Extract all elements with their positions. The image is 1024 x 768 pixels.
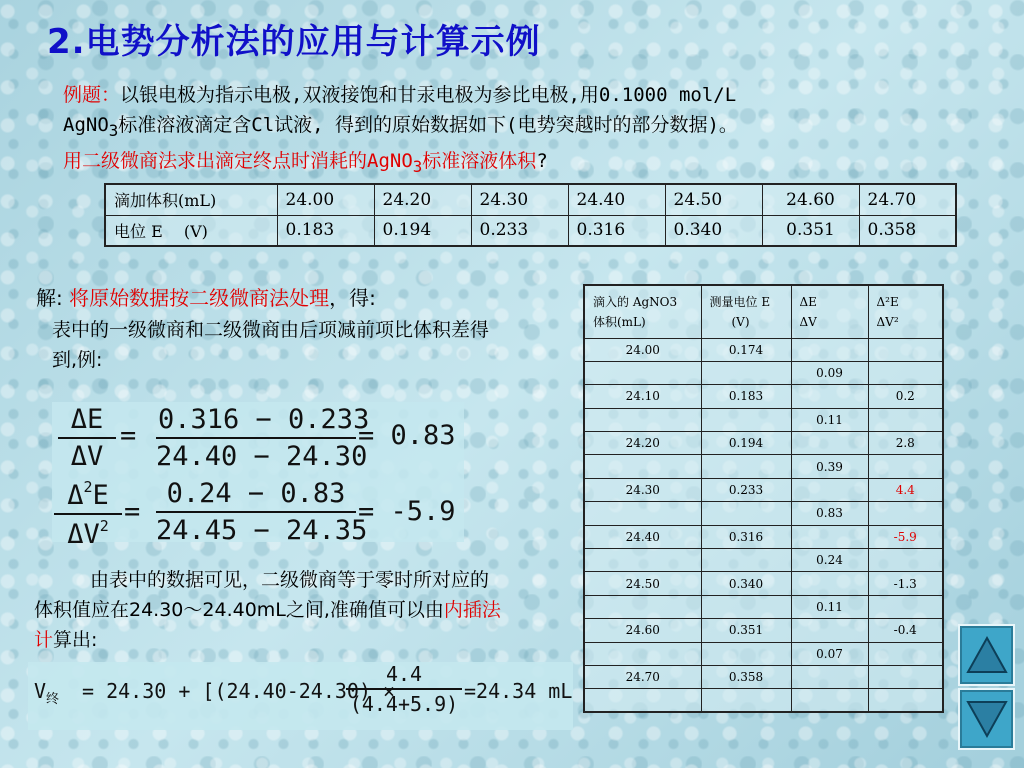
table-cell <box>584 502 701 525</box>
table-cell <box>868 595 943 618</box>
formula2-den: 24.45 − 24.35 <box>156 515 368 546</box>
problem-label: 例题： <box>63 84 121 106</box>
table-cell: 24.30 <box>584 478 701 501</box>
table-cell: 24.40 <box>568 184 665 215</box>
table-row <box>584 665 943 688</box>
problem-line-2a: AgNO <box>63 114 109 136</box>
table-cell <box>701 689 791 712</box>
table-cell: 24.30 <box>471 184 568 215</box>
table-cell <box>791 338 868 361</box>
table-cell: 0.340 <box>701 572 791 595</box>
table-cell: 24.70 <box>584 665 701 688</box>
table-cell <box>791 432 868 455</box>
table-cell <box>701 642 791 665</box>
formula1-lhs <box>58 404 116 472</box>
table-cell <box>791 665 868 688</box>
formula2-equals: = <box>124 496 141 527</box>
solution-heading <box>36 282 376 311</box>
table-row <box>584 595 943 618</box>
derivative-formulas <box>52 402 464 550</box>
table-cell <box>584 361 701 384</box>
table-cell <box>584 549 701 572</box>
table-cell <box>868 455 943 478</box>
table-cell <box>584 642 701 665</box>
table-cell <box>701 595 791 618</box>
table-cell: 24.60 <box>762 184 859 215</box>
table-cell: 24.00 <box>277 184 374 215</box>
table-cell <box>584 689 701 712</box>
problem-line-3b: 标准溶液体积 <box>422 149 537 172</box>
table-cell <box>868 502 943 525</box>
formula1-num: 0.316 − 0.233 <box>156 404 356 439</box>
conclusion-body: 由表中的数据可见，二级微商等于零时所对应的体积值应在24.30～24.40mL之间,准确值可以由 <box>34 569 490 621</box>
table-cell: 24.70 <box>859 184 956 215</box>
table-row <box>584 338 943 361</box>
row-label-volume: 滴加体积(mL) <box>105 184 277 215</box>
final-lhs: $V_终$ <box>34 679 60 707</box>
table-cell: 0.351 <box>701 619 791 642</box>
table-cell <box>791 478 868 501</box>
slide-title: 2.电势分析法的应用与计算示例 <box>47 22 541 62</box>
table-row <box>584 525 943 548</box>
problem-question-mark: ? <box>536 149 548 172</box>
table-cell <box>701 549 791 572</box>
formula2-lhs <box>54 478 122 550</box>
table-cell: 24.20 <box>584 432 701 455</box>
column-header-potential: 测量电位 E (V) <box>701 285 791 338</box>
table-row <box>584 502 943 525</box>
triangle-up-icon <box>965 635 1009 675</box>
formula1-den: 24.40 − 24.30 <box>156 441 368 472</box>
derivative-table <box>583 284 944 713</box>
table-cell: 0.351 <box>762 215 859 246</box>
table-cell: 0.194 <box>374 215 471 246</box>
table-row <box>105 215 956 246</box>
table-row <box>584 455 943 478</box>
table-cell <box>791 385 868 408</box>
table-cell <box>868 642 943 665</box>
table-cell <box>791 619 868 642</box>
table-row <box>584 432 943 455</box>
problem-line-1: 以银电极为指示电极,双液接饱和甘汞电极为参比电极,用0.1000 mol/L <box>120 84 737 106</box>
column-header-second-derivative: Δ²E ΔV² <box>868 285 943 338</box>
table-cell <box>584 455 701 478</box>
table-cell: 0.183 <box>701 385 791 408</box>
final-formula <box>28 662 573 730</box>
table-header-row <box>584 285 943 338</box>
table-row <box>584 385 943 408</box>
conclusion-tail: 算出: <box>53 629 98 651</box>
final-den: (4.4+5.9) <box>349 692 459 716</box>
table-cell-highlight: 4.4 <box>868 478 943 501</box>
table-row <box>105 184 956 215</box>
table-cell: -1.3 <box>868 572 943 595</box>
table-cell <box>868 689 943 712</box>
table-cell: -0.4 <box>868 619 943 642</box>
table-cell: 0.11 <box>791 408 868 431</box>
table-cell: 0.24 <box>791 549 868 572</box>
table-cell: 0.316 <box>568 215 665 246</box>
table-cell: 24.50 <box>665 184 762 215</box>
final-result: =24.34 mL <box>464 679 573 703</box>
column-header-first-derivative: ΔE ΔV <box>791 285 868 338</box>
raw-data-table <box>104 183 957 247</box>
table-cell: 0.233 <box>701 478 791 501</box>
formula1-lhs-den: ΔV <box>70 441 104 472</box>
column-header-volume: 滴入的 AgNO3 体积(mL) <box>584 285 701 338</box>
formula2-lhs-num: $\Delta^2E$ <box>54 478 122 515</box>
table-cell: 0.174 <box>701 338 791 361</box>
table-cell: 0.39 <box>791 455 868 478</box>
table-cell: 24.00 <box>584 338 701 361</box>
table-cell: 24.40 <box>584 525 701 548</box>
table-row <box>584 549 943 572</box>
table-cell: 0.358 <box>701 665 791 688</box>
formula1-result: = 0.83 <box>358 420 456 451</box>
problem-line-2-sub: 3 <box>108 120 119 140</box>
table-cell: 24.50 <box>584 572 701 595</box>
final-num: 4.4 <box>346 662 462 690</box>
table-cell <box>791 525 868 548</box>
table-cell <box>701 361 791 384</box>
solution-suffix: ，得: <box>329 286 376 310</box>
table-row <box>584 689 943 712</box>
formula1-fraction <box>156 404 370 472</box>
table-cell: 24.10 <box>584 385 701 408</box>
table-cell: 0.233 <box>471 215 568 246</box>
final-fraction <box>346 662 462 716</box>
formula2-num: 0.24 − 0.83 <box>156 478 356 513</box>
table-cell <box>791 689 868 712</box>
table-cell <box>791 572 868 595</box>
table-cell-highlight: -5.9 <box>868 525 943 548</box>
table-cell: 0.358 <box>859 215 956 246</box>
problem-line-3a: 用二级微商法求出滴定终点时消耗的AgNO <box>63 149 413 172</box>
table-cell <box>701 408 791 431</box>
row-label-potential: 电位 E (V) <box>105 215 277 246</box>
formula2-fraction <box>156 478 368 546</box>
table-cell <box>868 338 943 361</box>
table-cell <box>868 408 943 431</box>
table-cell: 24.60 <box>584 619 701 642</box>
table-cell <box>701 502 791 525</box>
solution-explanation: 表中的一级微商和二级微商由后项减前项比体积差得到,例: <box>52 319 490 371</box>
table-cell: 0.07 <box>791 642 868 665</box>
table-row <box>584 642 943 665</box>
problem-statement <box>63 80 963 182</box>
table-cell <box>868 361 943 384</box>
table-cell: 0.194 <box>701 432 791 455</box>
table-cell <box>584 408 701 431</box>
table-cell: 0.316 <box>701 525 791 548</box>
previous-slide-button[interactable] <box>958 624 1015 686</box>
table-row <box>584 572 943 595</box>
formula1-equals: = <box>120 420 137 451</box>
table-row <box>584 619 943 642</box>
triangle-down-icon <box>965 699 1009 739</box>
table-cell: 0.11 <box>791 595 868 618</box>
next-slide-button[interactable] <box>958 688 1015 750</box>
table-cell: 2.8 <box>868 432 943 455</box>
table-cell <box>868 549 943 572</box>
table-cell: 0.09 <box>791 361 868 384</box>
solution-prefix: 解: <box>36 286 63 310</box>
table-cell: 0.83 <box>791 502 868 525</box>
conclusion-text <box>34 565 504 655</box>
formula1-lhs-num: ΔE <box>58 404 116 439</box>
table-row <box>584 478 943 501</box>
solution-highlight: 将原始数据按二级微商法处理 <box>69 286 330 310</box>
table-cell: 0.2 <box>868 385 943 408</box>
table-cell <box>584 595 701 618</box>
table-cell <box>868 665 943 688</box>
formula2-result: = -5.9 <box>358 496 456 527</box>
table-cell: 24.20 <box>374 184 471 215</box>
table-cell: 0.183 <box>277 215 374 246</box>
table-cell <box>701 455 791 478</box>
table-cell: 0.340 <box>665 215 762 246</box>
table-row <box>584 361 943 384</box>
formula2-lhs-den: $\Delta V^2$ <box>67 517 109 550</box>
conclusion-highlight: 内插法计 <box>34 599 501 651</box>
problem-line-2b: 标准溶液滴定含Cl试液, 得到的原始数据如下(电势突越时的部分数据)。 <box>118 114 738 136</box>
problem-line-3-sub: 3 <box>412 156 423 176</box>
table-row <box>584 408 943 431</box>
final-expression: = 24.30 + [(24.40-24.30) × <box>82 679 396 703</box>
